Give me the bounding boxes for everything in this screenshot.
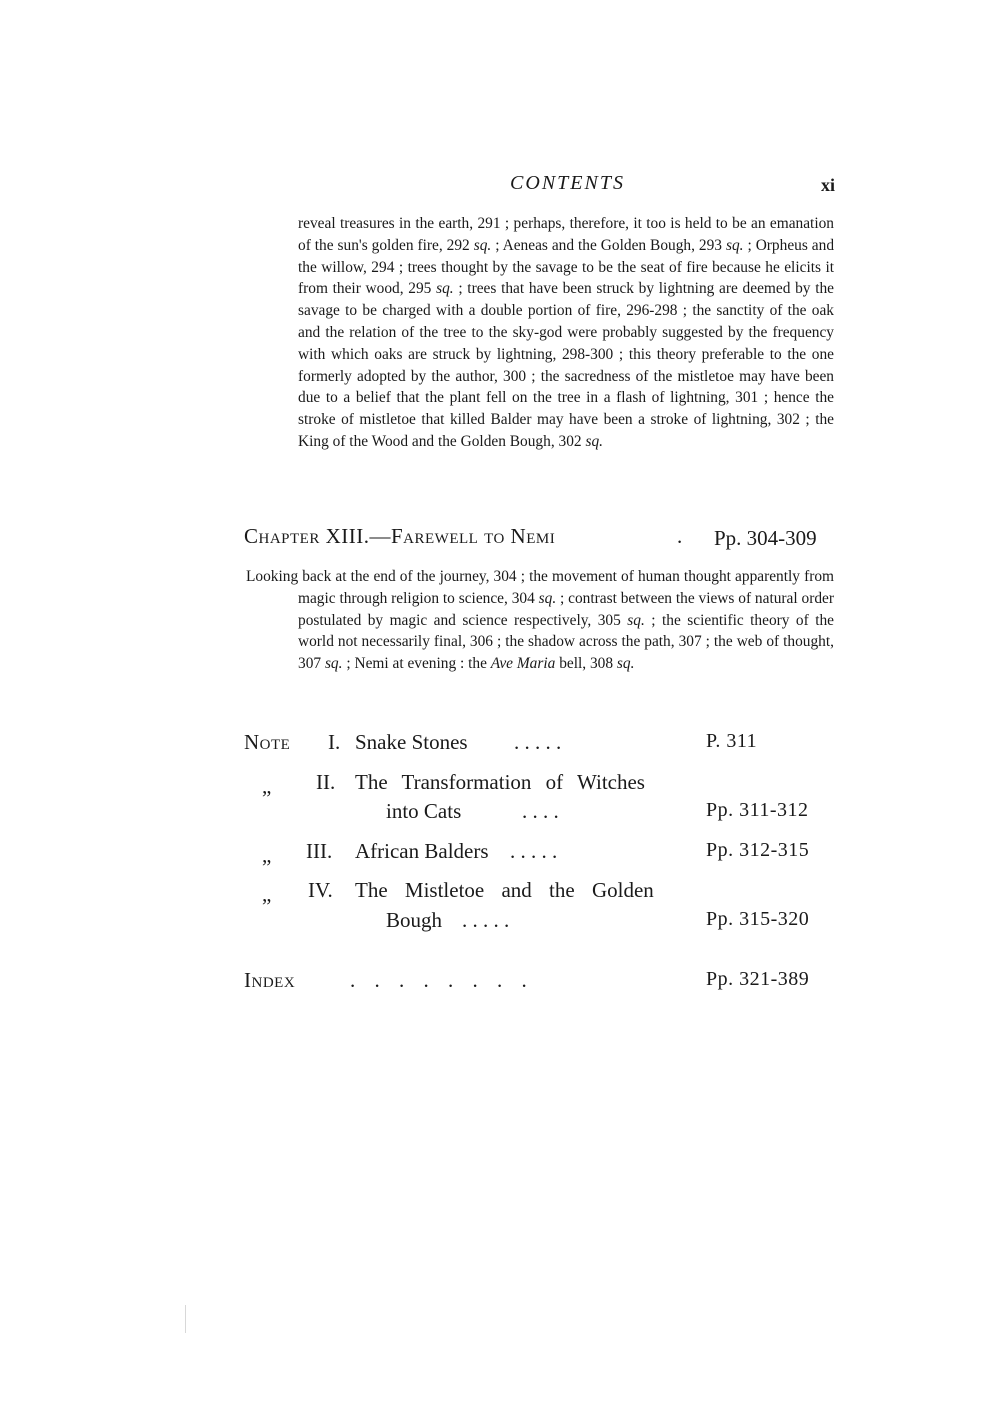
index-row — [244, 968, 844, 998]
chapter-13-leader: . — [677, 524, 683, 548]
running-title: CONTENTS — [510, 172, 625, 194]
page-number: xi — [820, 175, 835, 195]
note-title-continued: into Cats — [386, 799, 462, 823]
dot-leader: . . . . . — [510, 839, 558, 863]
dot-leader: . . . . . — [514, 730, 562, 754]
chapter-12-synopsis-continued: reveal treasures in the earth, 291 ; perhaps, therefore, it too is held to be an emanation of the sun's golden fire, 292 sq. ; Aeneas and the Golden Bough, 293 sq. ; Orpheus and the willow, 294 ; trees thought by the savage to be the seat of fire because he elicits it from their wood, 295 sq. ; trees that have been struck by lightning are deemed by the savage to be charged with a double portion of fire, 296-298 ; the sanctity of the oak and the relation of the tree to the sky-god were probably suggested by the frequency with which oaks are struck by lightning, 298-300 ; this theory preferable to the one formerly adopted by the author, 300 ; the sacredness of the mistletoe may have been due to a belief that the plant fell on the tree in a flash of lightning, 301 ; hence the stroke of mistletoe that killed Balder may have been a stroke of lightning, 302 ; the King of the Wood and the Golden Bough, 302 sq. — [298, 215, 835, 450]
note-4-row — [244, 878, 844, 908]
note-label: Note — [244, 730, 291, 754]
note-title: The Transformation of Witches — [355, 770, 645, 794]
note-2-row — [244, 770, 844, 800]
running-head — [300, 172, 835, 200]
ditto-mark: „ — [262, 774, 272, 798]
note-3-row — [244, 839, 844, 869]
chapter-13-synopsis: Looking back at the end of the journey, 304 ; the movement of human thought apparently from magic through religion to science, 304 sq. ; contrast between the views of natural order postulated by magic and science respectively, 305 sq. ; the scientific theory of the world not necessarily final, 306 ; the shadow across the path, 307 ; the web of thought, 307 sq. ; Nemi at evening : the Ave Maria bell, 308 sq. — [246, 568, 835, 673]
note-numeral: III. — [306, 839, 333, 863]
note-title: Snake Stones — [355, 730, 468, 754]
note-pages: Pp. 312-315 — [706, 839, 810, 861]
note-numeral: I. — [328, 730, 341, 754]
note-title-continued: Bough — [386, 908, 443, 932]
note-numeral: IV. — [308, 878, 333, 902]
index-label: Index — [244, 968, 296, 992]
ditto-mark: „ — [262, 843, 272, 867]
note-2-row-continued — [244, 799, 844, 829]
chapter-13-pages: Pp. 304-309 — [714, 526, 817, 550]
note-pages: P. 311 — [706, 730, 758, 752]
note-title: African Balders — [355, 839, 489, 863]
dot-leader: . . . . . — [462, 908, 510, 932]
dot-leader: . . . . . . . . — [350, 968, 527, 992]
note-title: The Mistletoe and the Golden — [355, 878, 654, 902]
scan-artifact — [185, 1305, 186, 1333]
note-4-row-continued — [244, 908, 844, 938]
dot-leader: . . . . — [522, 799, 559, 823]
note-pages: Pp. 311-312 — [706, 799, 809, 821]
chapter-13-heading — [244, 524, 844, 556]
note-numeral: II. — [316, 770, 336, 794]
index-pages: Pp. 321-389 — [706, 968, 810, 990]
note-pages: Pp. 315-320 — [706, 908, 810, 930]
chapter-13-title: Chapter XIII.—Farewell to Nemi — [244, 524, 556, 548]
note-1-row — [244, 730, 844, 760]
ditto-mark: „ — [262, 882, 272, 906]
